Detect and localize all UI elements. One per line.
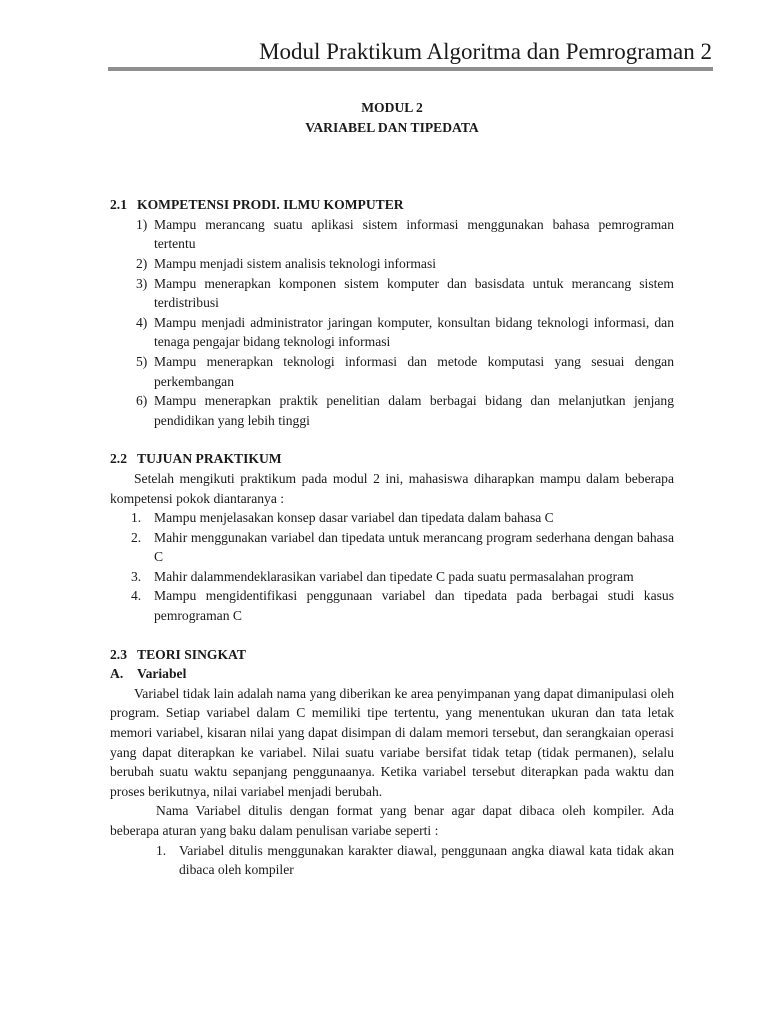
list-item — [110, 528, 674, 567]
section-title-prodi — [110, 195, 674, 215]
module-title: VARIABEL DAN TIPEDATA — [305, 119, 479, 135]
list-item — [110, 391, 674, 430]
list-marker: 1. — [131, 510, 142, 526]
naming-rules-list — [110, 841, 674, 880]
list-item-text: Mampu menerapkan teknologi informasi dan metode komputasi yang sesuai dengan perkembangan — [154, 353, 674, 389]
module-number: MODUL 2 — [361, 100, 423, 115]
objective-list — [110, 508, 674, 626]
list-item-text: Mampu menerapkan praktik penelitian dalam berbagai bidang dan melanjutkan jenjang pendidikan yang lebih tinggi — [154, 393, 674, 428]
header-divider — [108, 67, 713, 71]
page-header-title: Modul Praktikum Algoritma dan Pemrograman 2 — [259, 39, 712, 64]
subsection-title-variabel — [110, 664, 674, 684]
list-marker: 2) — [136, 255, 148, 271]
list-item-text: Mampu mengidentifikasi penggunaan variabel dan tipedata pada berbagai studi kasus pemrograman C — [154, 588, 674, 624]
list-item — [110, 215, 674, 254]
list-item — [110, 313, 674, 352]
list-item-text: Mampu menerapkan komponen sistem komputer dan basisdata untuk merancang sistem terdistribusi — [154, 275, 674, 311]
subsection-letter: A. — [110, 666, 124, 682]
section-number: 2.3 — [110, 646, 127, 662]
list-marker: 1. — [156, 842, 167, 858]
list-marker: 4. — [131, 588, 142, 604]
section-heading: TUJUAN PRAKTIKUM — [137, 451, 282, 467]
competency-list — [110, 215, 674, 431]
list-item-text: Mampu menjadi administrator jaringan komputer, konsultan bidang teknologi informasi, dan tenaga pengajar bidang teknologi informasi — [154, 314, 674, 350]
list-item — [110, 254, 674, 274]
section-title-teori — [110, 645, 674, 665]
teori-paragraph-2: Nama Variabel ditulis dengan format yang benar agar dapat dibaca oleh kompiler. Ada beberapa aturan yang baku dalam penulisan variabe seperti : — [110, 803, 674, 838]
section-number: 2.1 — [110, 197, 127, 213]
list-item — [110, 508, 674, 528]
list-marker: 5) — [136, 353, 148, 369]
list-item-text: Mahir menggunakan variabel dan tipedata untuk merancang program sederhana dengan bahasa C — [154, 529, 674, 565]
list-item-text: Mampu menjelasakan konsep dasar variabel dan tipedata dalam bahasa C — [154, 510, 554, 526]
list-item-text: Variabel ditulis menggunakan karakter diawal, penggunaan angka diawal kata tidak akan dibaca oleh kompiler — [179, 842, 674, 878]
section-heading: KOMPETENSI PRODI. ILMU KOMPUTER — [137, 197, 404, 213]
subsection-heading: Variabel — [137, 666, 187, 682]
list-marker: 4) — [136, 314, 148, 330]
teori-paragraph-1: Variabel tidak lain adalah nama yang diberikan ke area penyimpanan yang dapat dimanipulasi oleh program. Setiap variabel dalam C memiliki tipe tertentu, yang menentukan ukuran dan tata letak memori variabel, kisaran nilai yang dapat disimpan di dalam memori tersebut, dan serangkaian operasi yang dapat diterapkan ke variabel. Nilai suatu variabe bersifat tidak tetap (tidak permanen), selalu berubah suatu waktu sepanjang penggunaanya. Ketika variabel tersebut diterapkan pada waktu dan proses berikutnya, nilai variabel menjadi berubah. — [110, 685, 674, 799]
list-item — [110, 352, 674, 391]
list-item — [110, 567, 674, 587]
section-number: 2.2 — [110, 451, 127, 467]
list-marker: 1) — [136, 216, 148, 232]
section-title-tujuan — [110, 449, 674, 469]
list-item-text: Mampu merancang suatu aplikasi sistem informasi menggunakan bahasa pemrograman tertentu — [154, 216, 674, 252]
list-item — [110, 274, 674, 313]
list-marker: 3) — [136, 275, 148, 291]
list-item — [110, 841, 674, 880]
section-heading: TEORI SINGKAT — [137, 646, 246, 662]
list-marker: 3. — [131, 568, 142, 584]
list-marker: 6) — [136, 393, 148, 409]
tujuan-intro: Setelah mengikuti praktikum pada modul 2 ini, mahasiswa diharapkan mampu dalam beberapa kompetensi pokok diantaranya : — [110, 470, 674, 506]
list-item-text: Mampu menjadi sistem analisis teknologi informasi — [154, 255, 437, 271]
list-item — [110, 586, 674, 625]
list-item-text: Mahir dalammendeklarasikan variabel dan tipedate C pada suatu permasalahan program — [154, 568, 634, 584]
document-body — [110, 98, 674, 880]
list-marker: 2. — [131, 529, 142, 545]
